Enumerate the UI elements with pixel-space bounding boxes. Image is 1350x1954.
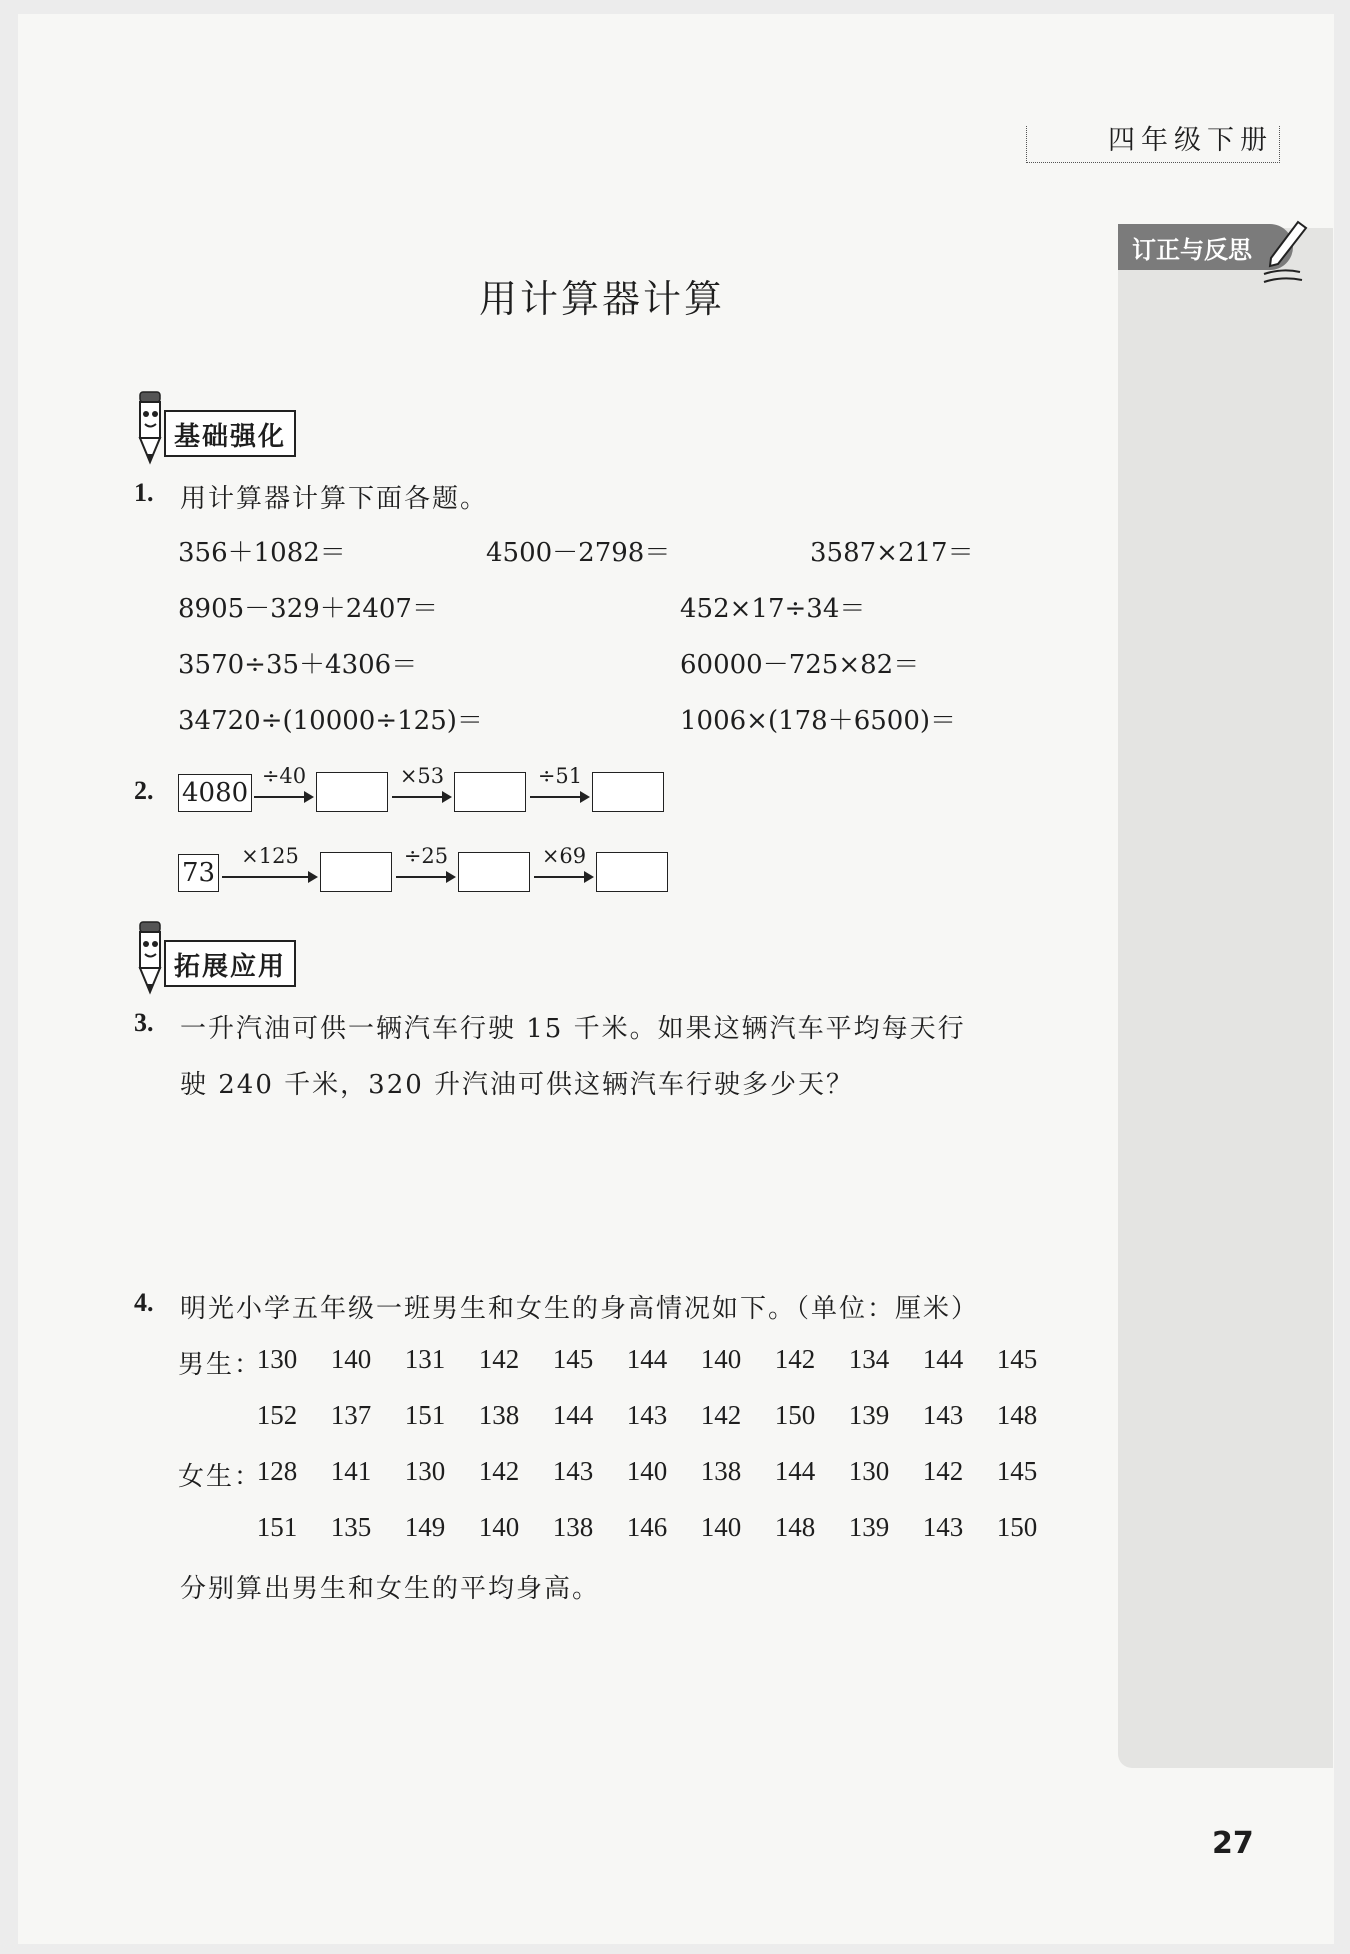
height-value: 152 — [256, 1400, 298, 1430]
height-value: 140 — [626, 1456, 668, 1486]
grade-label — [1026, 126, 1280, 163]
height-value: 143 — [552, 1456, 594, 1486]
q1-expr-2: 4500－2798＝ — [486, 538, 671, 568]
chain-1-op-3: ÷51 — [537, 764, 583, 788]
height-value: 143 — [626, 1400, 668, 1430]
height-value: 150 — [996, 1512, 1038, 1542]
height-value: 142 — [922, 1456, 964, 1486]
pen-icon — [1262, 218, 1310, 290]
height-value: 140 — [700, 1512, 742, 1542]
q4-question: 分别算出男生和女生的平均身高。 — [180, 1574, 601, 1604]
chain-1-arrow-3 — [530, 766, 590, 816]
correction-badge-label: 订正与反思 — [1132, 236, 1252, 264]
q4-prompt: 明光小学五年级一班男生和女生的身高情况如下。（单位：厘米） — [180, 1294, 980, 1324]
chain-1-answer-box-3[interactable] — [592, 772, 664, 812]
height-value: 143 — [922, 1512, 964, 1542]
chain-2-start: 73 — [178, 854, 219, 892]
height-value: 148 — [774, 1512, 816, 1542]
height-value: 140 — [330, 1344, 372, 1374]
height-value: 130 — [848, 1456, 890, 1486]
chain-1-answer-box-2[interactable] — [454, 772, 526, 812]
height-value: 134 — [848, 1344, 890, 1374]
chain-2-answer-box-1[interactable] — [320, 852, 392, 892]
q2-number: 2. — [134, 776, 154, 805]
height-value: 142 — [700, 1400, 742, 1430]
chain-2-arrow-3 — [534, 846, 594, 896]
height-value: 142 — [774, 1344, 816, 1374]
height-value: 145 — [552, 1344, 594, 1374]
height-value: 145 — [996, 1456, 1038, 1486]
height-value: 130 — [256, 1344, 298, 1374]
pencil-mascot-icon — [134, 390, 166, 466]
q3-line-1: 一升汽油可供一辆汽车行驶 15 千米。如果这辆汽车平均每天行 — [180, 1014, 966, 1044]
chain-1-arrow-2 — [392, 766, 452, 816]
q1-expr-1: 356＋1082＝ — [178, 538, 346, 568]
q1-expr-5: 452×17÷34＝ — [680, 594, 866, 624]
height-value: 139 — [848, 1512, 890, 1542]
height-value: 131 — [404, 1344, 446, 1374]
height-value: 149 — [404, 1512, 446, 1542]
chain-2-op-2: ÷25 — [403, 844, 449, 868]
height-value: 143 — [922, 1400, 964, 1430]
height-value: 140 — [700, 1344, 742, 1374]
page-number: 27 — [1212, 1826, 1254, 1861]
height-value: 144 — [774, 1456, 816, 1486]
chain-1-op-2: ×53 — [399, 764, 445, 788]
height-value: 139 — [848, 1400, 890, 1430]
height-value: 144 — [552, 1400, 594, 1430]
height-value: 151 — [256, 1512, 298, 1542]
height-value: 138 — [552, 1512, 594, 1542]
height-value: 144 — [922, 1344, 964, 1374]
chain-2-answer-box-2[interactable] — [458, 852, 530, 892]
pencil-mascot-icon — [134, 920, 166, 996]
chain-2-op-3: ×69 — [541, 844, 587, 868]
chain-1-op-1: ÷40 — [261, 764, 307, 788]
chain-2-answer-box-3[interactable] — [596, 852, 668, 892]
page-title: 用计算器计算 — [478, 277, 725, 321]
grade-text: 四年级下册 — [1100, 118, 1273, 157]
height-value: 142 — [478, 1456, 520, 1486]
chain-2-op-1: ×125 — [241, 844, 299, 868]
q2-chain-2 — [178, 846, 698, 896]
q1-expr-8: 34720÷(10000÷125)＝ — [178, 706, 483, 736]
height-value: 151 — [404, 1400, 446, 1430]
height-value: 146 — [626, 1512, 668, 1542]
girls-label: 女生： — [178, 1462, 263, 1492]
q1-expr-4: 8905－329＋2407＝ — [178, 594, 438, 624]
chain-2-arrow-2 — [396, 846, 456, 896]
q2-chain-1 — [178, 766, 678, 816]
boys-label: 男生： — [178, 1350, 263, 1380]
chain-1-answer-box-1[interactable] — [316, 772, 388, 812]
q3-line-2: 驶 240 千米，320 升汽油可供这辆汽车行驶多少天？ — [180, 1070, 855, 1100]
q4-number: 4. — [134, 1288, 154, 1317]
height-value: 142 — [478, 1344, 520, 1374]
q1-number: 1. — [134, 478, 154, 507]
correction-margin-panel — [1118, 228, 1333, 1768]
height-value: 150 — [774, 1400, 816, 1430]
height-value: 128 — [256, 1456, 298, 1486]
height-value: 130 — [404, 1456, 446, 1486]
q1-prompt: 用计算器计算下面各题。 — [180, 484, 489, 514]
chain-1-start: 4080 — [178, 774, 252, 812]
q1-expr-6: 3570÷35＋4306＝ — [178, 650, 418, 680]
q1-expr-9: 1006×(178＋6500)＝ — [680, 706, 957, 736]
height-value: 138 — [700, 1456, 742, 1486]
height-value: 144 — [626, 1344, 668, 1374]
chain-2-arrow-1 — [222, 846, 318, 896]
section-extended-label: 拓展应用 — [164, 940, 296, 987]
section-basic-label: 基础强化 — [164, 410, 296, 457]
q1-expr-7: 60000－725×82＝ — [680, 650, 920, 680]
height-value: 138 — [478, 1400, 520, 1430]
chain-1-arrow-1 — [254, 766, 314, 816]
height-value: 148 — [996, 1400, 1038, 1430]
q3-number: 3. — [134, 1008, 154, 1037]
q1-expr-3: 3587×217＝ — [810, 538, 974, 568]
height-value: 137 — [330, 1400, 372, 1430]
height-value: 135 — [330, 1512, 372, 1542]
height-value: 140 — [478, 1512, 520, 1542]
height-value: 141 — [330, 1456, 372, 1486]
height-value: 145 — [996, 1344, 1038, 1374]
